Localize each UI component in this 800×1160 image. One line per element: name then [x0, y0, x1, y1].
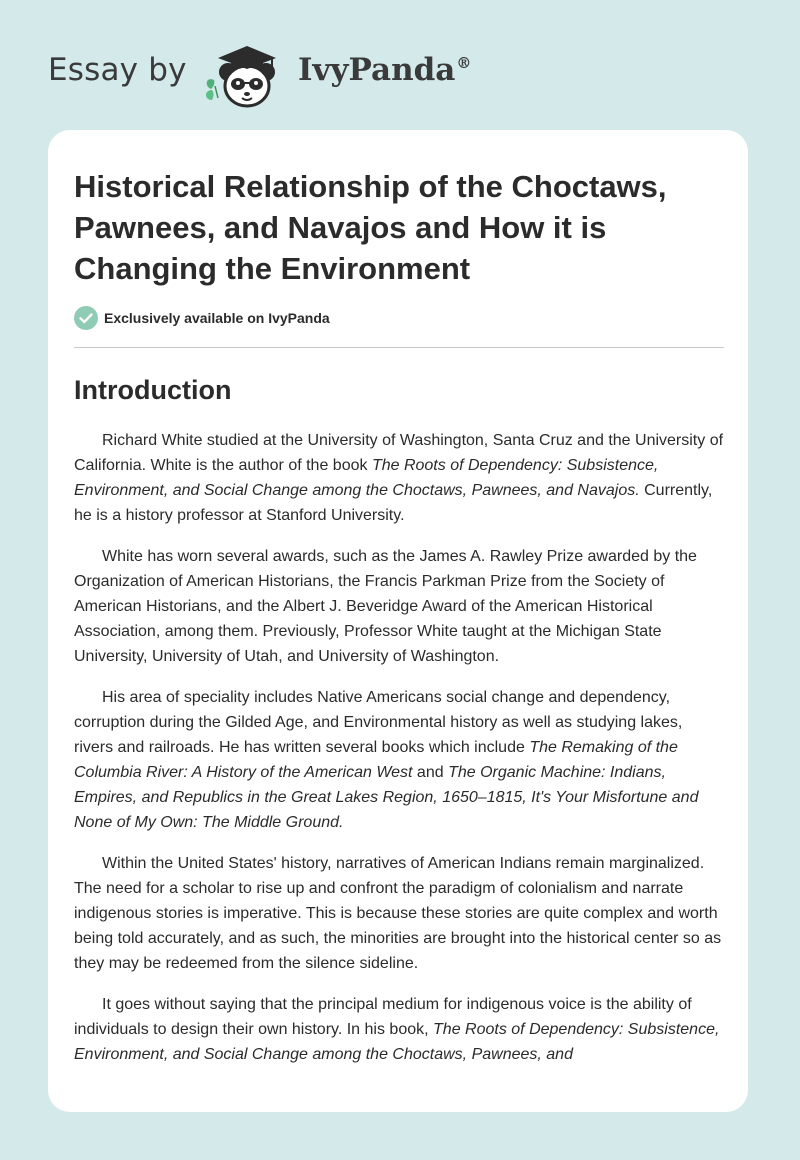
- book-title-text: The Roots of Dependency: Subsistence, Environment, and Social Change among the Choctaws, Pawnees, and: [74, 1021, 720, 1063]
- paragraph: [74, 428, 724, 528]
- essay-body: [74, 428, 724, 1067]
- essay-title: Historical Relationship of the Choctaws, Pawnees, and Navajos and How it is Changing the Environment: [74, 169, 667, 286]
- paragraph-text: White has worn several awards, such as the James A. Rawley Prize awarded by the Organization of American Historians, the Francis Parkman Prize from the Society of American Historians, and the Albert J. Beveridge Award of the American Historical Association, among them. Previously, Professor White taught at the Michigan State University, University of Utah, and University of Washington.: [74, 548, 697, 665]
- book-title-text: The Organic Machine: Indians, Empires, and Republics in the Great Lakes Region, 1650–1815, It's Your Misfortune and None of My Own: The Middle Ground.: [74, 764, 699, 831]
- registered-mark: ®: [456, 54, 472, 72]
- essay-content: [74, 166, 724, 1083]
- divider: [74, 347, 724, 348]
- brand-name-text: IvyPanda: [298, 52, 456, 88]
- book-title-text: The Roots of Dependency: Subsistence, Environment, and Social Change among the Choctaws, Pawnees, and Navajos.: [74, 457, 659, 499]
- paragraph-text: Richard White studied at the University of Washington, Santa Cruz and the University of California. White is the author of the book: [74, 432, 724, 474]
- paragraph-text: It goes without saying that the principal medium for indigenous voice is the ability of individuals to design their own history. In his book,: [74, 996, 692, 1038]
- check-badge-icon: [74, 306, 98, 330]
- paragraph-text: Within the United States' history, narratives of American Indians remain marginalized. The need for a scholar to rise up and confront the paradigm of colonialism and narrate indigenous stories is imperative. This is because these stories are quite complex and worth being told accurately, and as such, the minorities are brought into the historical center so as they may be redeemed from the silence sideline.: [74, 855, 722, 972]
- paragraph-text: Currently, he is a history professor at Stanford University.: [74, 482, 713, 524]
- paragraph: [74, 685, 724, 835]
- brand-name[interactable]: [298, 52, 471, 88]
- section-heading: Introduction: [74, 375, 232, 405]
- exclusive-badge: [74, 305, 724, 331]
- exclusive-label: Exclusively available on IvyPanda: [104, 310, 330, 326]
- book-title-text: The Remaking of the Columbia River: A History of the American West: [74, 739, 678, 781]
- paragraph-text: His area of speciality includes Native Americans social change and dependency, corruption during the Gilded Age, and Environmental history as well as studying lakes, rivers and railroads. He has written several books which include: [74, 689, 683, 756]
- paragraph: [74, 992, 724, 1067]
- site-header: [0, 0, 800, 130]
- essay-by-label: Essay by: [48, 52, 187, 88]
- essay-card: [48, 130, 748, 1112]
- paragraph-text: and: [412, 764, 449, 781]
- paragraph: [74, 544, 724, 669]
- paragraph: [74, 851, 724, 976]
- panda-graduate-logo-icon[interactable]: [198, 36, 290, 110]
